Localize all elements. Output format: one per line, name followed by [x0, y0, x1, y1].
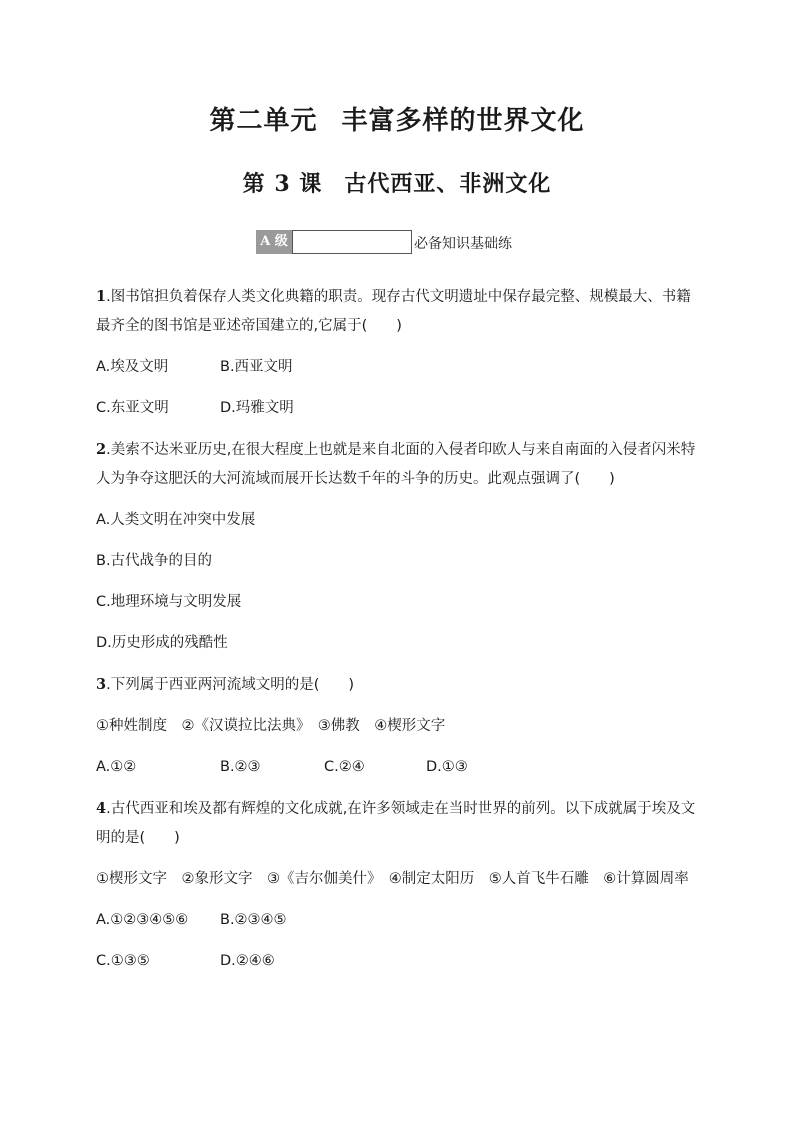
unit-name: 丰富多样的世界文化 — [341, 106, 585, 136]
level-score-box — [292, 230, 412, 254]
unit-number: 第二单元 — [209, 106, 318, 136]
option-row — [96, 394, 696, 423]
question-stem — [96, 794, 696, 853]
lesson-number: 第 3 课 — [242, 171, 323, 197]
question-items: ①楔形文字 ②象形文字 ③《吉尔伽美什》 ④制定太阳历 ⑤人首飞牛石雕 ⑥计算圆周率 — [96, 871, 689, 887]
question-stem — [96, 282, 696, 341]
option-b[interactable]: B.西亚文明 — [220, 359, 293, 375]
question-items: ①种姓制度 ②《汉谟拉比法典》 ③佛教 ④楔形文字 — [96, 718, 446, 734]
question-2 — [96, 435, 696, 658]
option-d[interactable]: D.②④⑥ — [220, 953, 275, 969]
option-row — [96, 753, 696, 782]
question-4 — [96, 794, 696, 976]
question-3 — [96, 670, 696, 782]
question-list — [96, 282, 696, 976]
option-c[interactable]: C.地理环境与文明发展 — [96, 594, 242, 610]
level-label: 必备知识基础练 — [414, 236, 512, 252]
option-b[interactable]: B.古代战争的目的 — [96, 553, 213, 569]
question-number: 2 — [96, 441, 107, 458]
option-c[interactable]: C.②④ — [324, 759, 365, 775]
question-number: 4 — [96, 800, 107, 817]
option-row — [96, 906, 696, 935]
question-text: .古代西亚和埃及都有辉煌的文化成就,在许多领域走在当时世界的前列。以下成就属于埃及文明的是( ) — [96, 801, 696, 846]
question-stem — [96, 670, 696, 700]
option-a[interactable]: A.①②③④⑤⑥ — [96, 912, 189, 928]
level-badge: A 级 — [256, 230, 292, 254]
question-text: .图书馆担负着保存人类文化典籍的职责。现存古代文明遗址中保存最完整、规模最大、书籍最齐全的图书馆是亚述帝国建立的,它属于( ) — [96, 289, 691, 334]
option-a[interactable]: A.人类文明在冲突中发展 — [96, 512, 256, 528]
option-d[interactable]: D.历史形成的残酷性 — [96, 635, 228, 651]
option-b[interactable]: B.②③ — [220, 759, 261, 775]
option-c[interactable]: C.①③⑤ — [96, 953, 150, 969]
option-d[interactable]: D.玛雅文明 — [220, 400, 294, 416]
option-a[interactable]: A.①② — [96, 759, 137, 775]
question-number: 1 — [96, 288, 107, 305]
option-b[interactable]: B.②③④⑤ — [220, 912, 287, 928]
level-section-header — [256, 228, 512, 254]
unit-title — [0, 100, 794, 137]
question-text: .下列属于西亚两河流域文明的是( ) — [106, 677, 355, 693]
lesson-title — [0, 167, 794, 198]
question-stem — [96, 435, 696, 494]
option-a[interactable]: A.埃及文明 — [96, 359, 169, 375]
option-row — [96, 947, 696, 976]
option-row — [96, 353, 696, 382]
question-1 — [96, 282, 696, 423]
option-d[interactable]: D.①③ — [426, 759, 468, 775]
option-c[interactable]: C.东亚文明 — [96, 400, 169, 416]
question-number: 3 — [96, 676, 107, 693]
question-text: .美索不达米亚历史,在很大程度上也就是来自北面的入侵者印欧人与来自南面的入侵者闪米特人为争夺这肥沃的大河流域而展开长达数千年的斗争的历史。此观点强调了( ) — [96, 442, 696, 487]
lesson-name: 古代西亚、非洲文化 — [344, 171, 552, 197]
